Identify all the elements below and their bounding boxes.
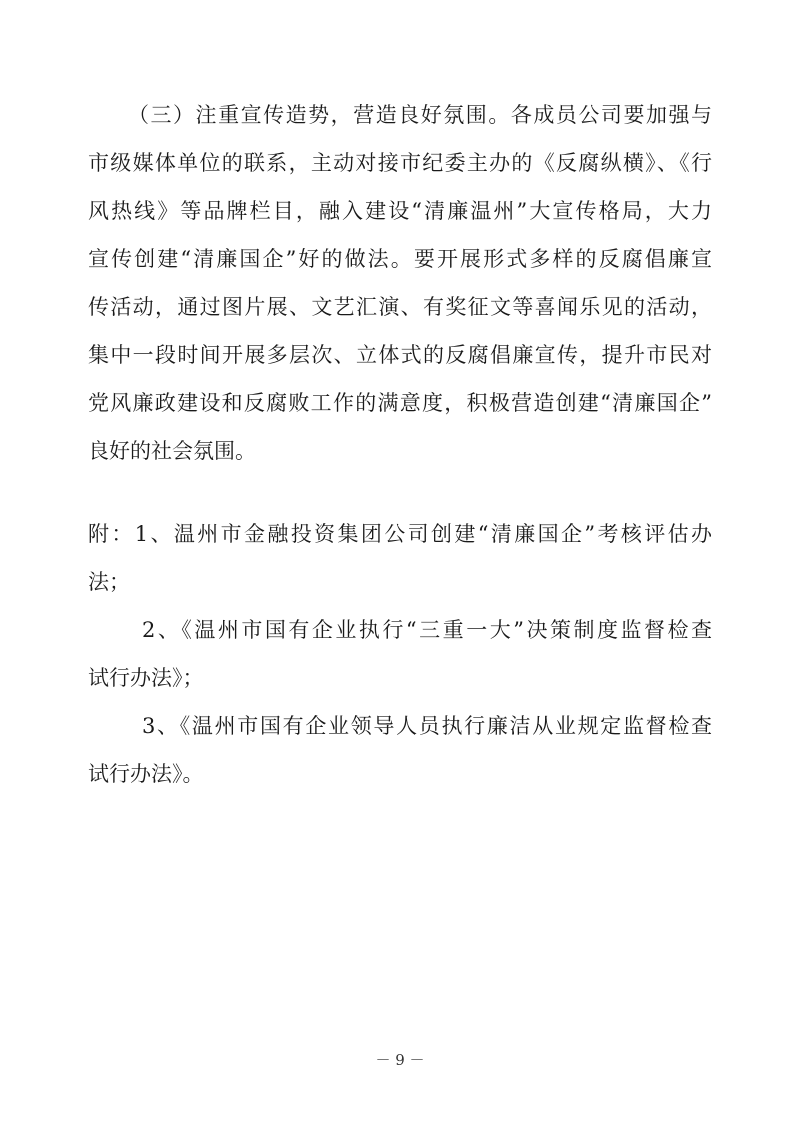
paragraph-line: 党风廉政建设和反腐败工作的满意度，积极营造创建“清廉国企” [88, 391, 712, 415]
paragraph-line: 传活动，通过图片展、文艺汇演、有奖征文等喜闻乐见的活动， [88, 295, 712, 319]
attachment-line: 附：1、温州市金融投资集团公司创建“清廉国企”考核评估办 [88, 522, 712, 546]
paragraph-line: 风热线》等品牌栏目，融入建设“清廉温州”大宣传格局，大力 [88, 199, 712, 223]
attachment-line: 试行办法》； [88, 666, 204, 690]
attachment-line: 试行办法》。 [88, 762, 204, 786]
paragraph-line: （三）注重宣传造势，营造良好氛围。各成员公司要加强与 [128, 103, 712, 127]
page-number: － 9 － [375, 1051, 425, 1069]
attachment-line: 3、《温州市国有企业领导人员执行廉洁从业规定监督检查 [142, 714, 712, 738]
paragraph-line: 宣传创建“清廉国企”好的做法。要开展形式多样的反腐倡廉宣 [88, 247, 712, 271]
paragraph-line: 市级媒体单位的联系，主动对接市纪委主办的《反腐纵横》、《行 [88, 151, 712, 175]
paragraph-line: 集中一段时间开展多层次、立体式的反腐倡廉宣传，提升市民对 [88, 343, 712, 367]
attachment-line: 2、《温州市国有企业执行“三重一大”决策制度监督检查 [142, 618, 712, 642]
attachment-line: 法； [88, 570, 130, 594]
paragraph-line: 良好的社会氛围。 [88, 439, 256, 463]
